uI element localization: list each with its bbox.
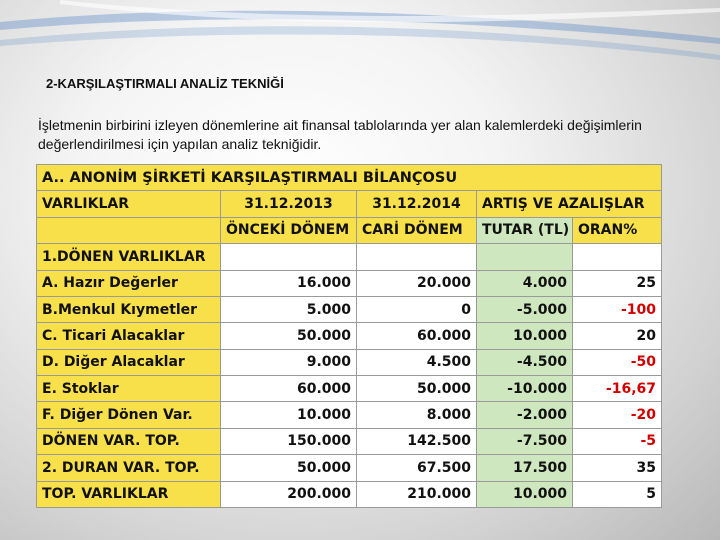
cell-ratio: -20 (573, 402, 662, 428)
subheader-empty (37, 217, 221, 243)
cell-2014: 8.000 (357, 402, 477, 428)
cell-2013: 60.000 (221, 376, 357, 402)
subheader-prev-period: ÖNCEKİ DÖNEM (221, 217, 357, 243)
table-title: A.. ANONİM ŞİRKETİ KARŞILAŞTIRMALI BİLANÇOSU (37, 165, 662, 191)
section-row (37, 244, 662, 270)
cell-2013: 9.000 (221, 349, 357, 375)
intro-paragraph: İşletmenin birbirini izleyen dönemlerine ait finansal tablolarında yer alan kalemlerdeki değişimlerin değerlendirilmesi için yapılan analiz tekniğidir. (38, 117, 642, 152)
cell-ratio: -50 (573, 349, 662, 375)
row-label: TOP. VARLIKLAR (37, 481, 221, 507)
cell-2013: 10.000 (221, 402, 357, 428)
table-row (37, 402, 662, 428)
cell-2014: 67.500 (357, 455, 477, 481)
cell-2013: 200.000 (221, 481, 357, 507)
row-label: D. Diğer Alacaklar (37, 349, 221, 375)
cell-2014: 4.500 (357, 349, 477, 375)
table-row (37, 455, 662, 481)
cell-ratio: -5 (573, 428, 662, 454)
page-heading: 2-KARŞILAŞTIRMALI ANALİZ TEKNİĞİ (46, 76, 284, 91)
row-label: C. Ticari Alacaklar (37, 323, 221, 349)
subheader-amount: TUTAR (TL) (477, 217, 573, 243)
row-label: B.Menkul Kıymetler (37, 296, 221, 322)
cell-2014: 50.000 (357, 376, 477, 402)
section-current-assets: 1.DÖNEN VARLIKLAR (37, 244, 221, 270)
cell-amount: 10.000 (477, 323, 573, 349)
header-change: ARTIŞ VE AZALIŞLAR (477, 191, 662, 217)
subheader-ratio: ORAN% (573, 217, 662, 243)
cell-ratio: 20 (573, 323, 662, 349)
cell-amount: 4.000 (477, 270, 573, 296)
table-body (37, 270, 662, 507)
header-date-2014: 31.12.2014 (357, 191, 477, 217)
table-row (37, 428, 662, 454)
row-label: F. Diğer Dönen Var. (37, 402, 221, 428)
cell-amount: -7.500 (477, 428, 573, 454)
table-row (37, 323, 662, 349)
cell-amount: -10.000 (477, 376, 573, 402)
cell-2014: 210.000 (357, 481, 477, 507)
comparative-balance-sheet-table (36, 164, 662, 508)
cell-amount: 17.500 (477, 455, 573, 481)
cell-2014: 142.500 (357, 428, 477, 454)
table-row (37, 270, 662, 296)
cell-2013: 50.000 (221, 323, 357, 349)
cell-amount: -4.500 (477, 349, 573, 375)
subheader-curr-period: CARİ DÖNEM (357, 217, 477, 243)
table-row (37, 376, 662, 402)
cell-2014: 60.000 (357, 323, 477, 349)
row-label: A. Hazır Değerler (37, 270, 221, 296)
header-varliklar: VARLIKLAR (37, 191, 221, 217)
table-row (37, 349, 662, 375)
header-date-2013: 31.12.2013 (221, 191, 357, 217)
table-subheader-row (37, 217, 662, 243)
cell-ratio: 35 (573, 455, 662, 481)
cell-ratio: -100 (573, 296, 662, 322)
row-label: E. Stoklar (37, 376, 221, 402)
cell-2013: 150.000 (221, 428, 357, 454)
cell-amount: -2.000 (477, 402, 573, 428)
cell-amount: -5.000 (477, 296, 573, 322)
table-title-row (37, 165, 662, 191)
cell-amount: 10.000 (477, 481, 573, 507)
cell-2013: 50.000 (221, 455, 357, 481)
table-row (37, 481, 662, 507)
decorative-swoosh (0, 0, 720, 70)
cell-2014: 20.000 (357, 270, 477, 296)
cell-ratio: -16,67 (573, 376, 662, 402)
cell-ratio: 25 (573, 270, 662, 296)
row-label: DÖNEN VAR. TOP. (37, 428, 221, 454)
cell-2014: 0 (357, 296, 477, 322)
table-header-row (37, 191, 662, 217)
cell-ratio: 5 (573, 481, 662, 507)
cell-2013: 5.000 (221, 296, 357, 322)
cell-2013: 16.000 (221, 270, 357, 296)
table-row (37, 296, 662, 322)
row-label: 2. DURAN VAR. TOP. (37, 455, 221, 481)
